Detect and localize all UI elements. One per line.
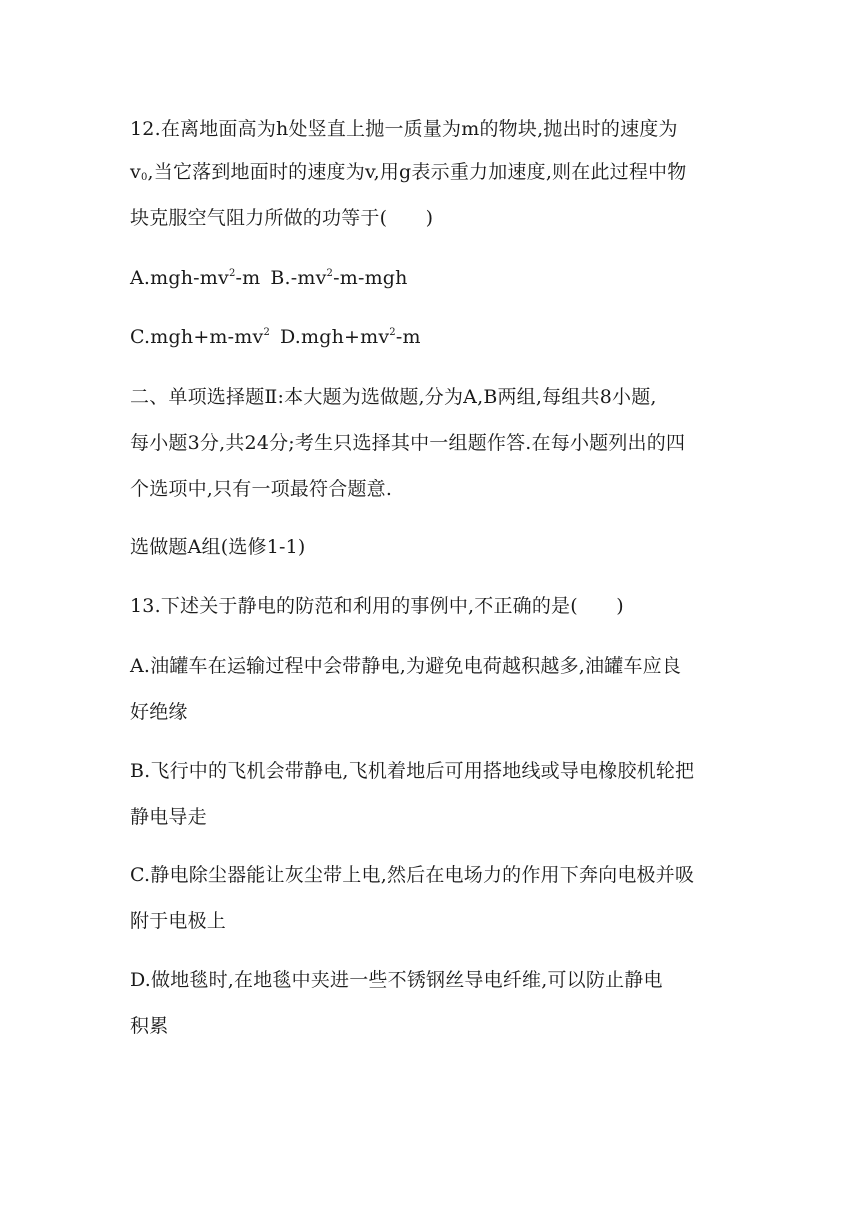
q13-option-d-line1: D.做地毯时,在地毯中夹进一些不锈钢丝导电纤维,可以防止静电 <box>130 969 663 991</box>
q12-stem-line1: 12.在离地面高为h处竖直上抛一质量为m的物块,抛出时的速度为 <box>130 118 678 140</box>
section2-line3: 个选项中,只有一项最符合题意. <box>130 478 393 500</box>
q12-option-b <box>270 267 407 289</box>
q13-option-a-line1: A.油罐车在运输过程中会带静电,为避免电荷越积越多,油罐车应良 <box>130 655 682 677</box>
q12-stem-line3: 块克服空气阻力所做的功等于( ) <box>130 207 434 229</box>
q13-option-c-line1: C.静电除尘器能让灰尘带上电,然后在电场力的作用下奔向电极并吸 <box>130 864 695 886</box>
q12-option-a-pre: A.mgh-mv <box>130 267 229 289</box>
q12-option-d-pre: D.mgh+mv <box>280 326 390 348</box>
q12-option-b-sup: 2 <box>326 268 334 279</box>
q12-option-a-sup: 2 <box>228 268 236 279</box>
q13-option-b-line1: B.飞行中的飞机会带静电,飞机着地后可用搭地线或导电橡胶机轮把 <box>130 760 695 782</box>
q12-option-a <box>130 267 260 289</box>
section2-line1: 二、单项选择题Ⅱ:本大题为选做题,分为A,B两组,每组共8小题, <box>130 386 657 408</box>
section2-line2: 每小题3分,共24分;考生只选择其中一组题作答.在每小题列出的四 <box>130 432 686 454</box>
q13-stem: 13.下述关于静电的防范和利用的事例中,不正确的是( ) <box>130 595 624 617</box>
q13-option-c-line2: 附于电极上 <box>130 910 227 932</box>
q13-option-b-line2: 静电导走 <box>130 806 207 828</box>
q12-options-cd <box>130 325 421 349</box>
initial-velocity-subscript: 0 <box>140 172 148 183</box>
q12-option-b-pre: B.-mv <box>270 267 327 289</box>
q12-option-c-sup: 2 <box>263 327 270 338</box>
q12-option-d-post: -m <box>395 326 421 348</box>
q12-option-d-sup: 2 <box>389 327 396 338</box>
q13-option-d-line2: 积累 <box>130 1015 169 1037</box>
q12-option-c <box>130 326 270 348</box>
initial-velocity-symbol: v <box>130 161 141 183</box>
q12-stem-line2-text: ,当它落到地面时的速度为v,用g表示重力加速度,则在此过程中物 <box>147 161 687 183</box>
q12-option-b-post: -m-mgh <box>333 267 408 289</box>
q12-option-d <box>280 326 421 348</box>
q12-option-a-post: -m <box>235 267 261 289</box>
q12-options-ab <box>130 266 408 290</box>
group-a-title: 选做题A组(选修1-1) <box>130 536 306 558</box>
q12-stem-line2 <box>130 160 686 184</box>
q12-option-c-pre: C.mgh+m-mv <box>130 326 264 348</box>
q13-option-a-line2: 好绝缘 <box>130 701 188 723</box>
